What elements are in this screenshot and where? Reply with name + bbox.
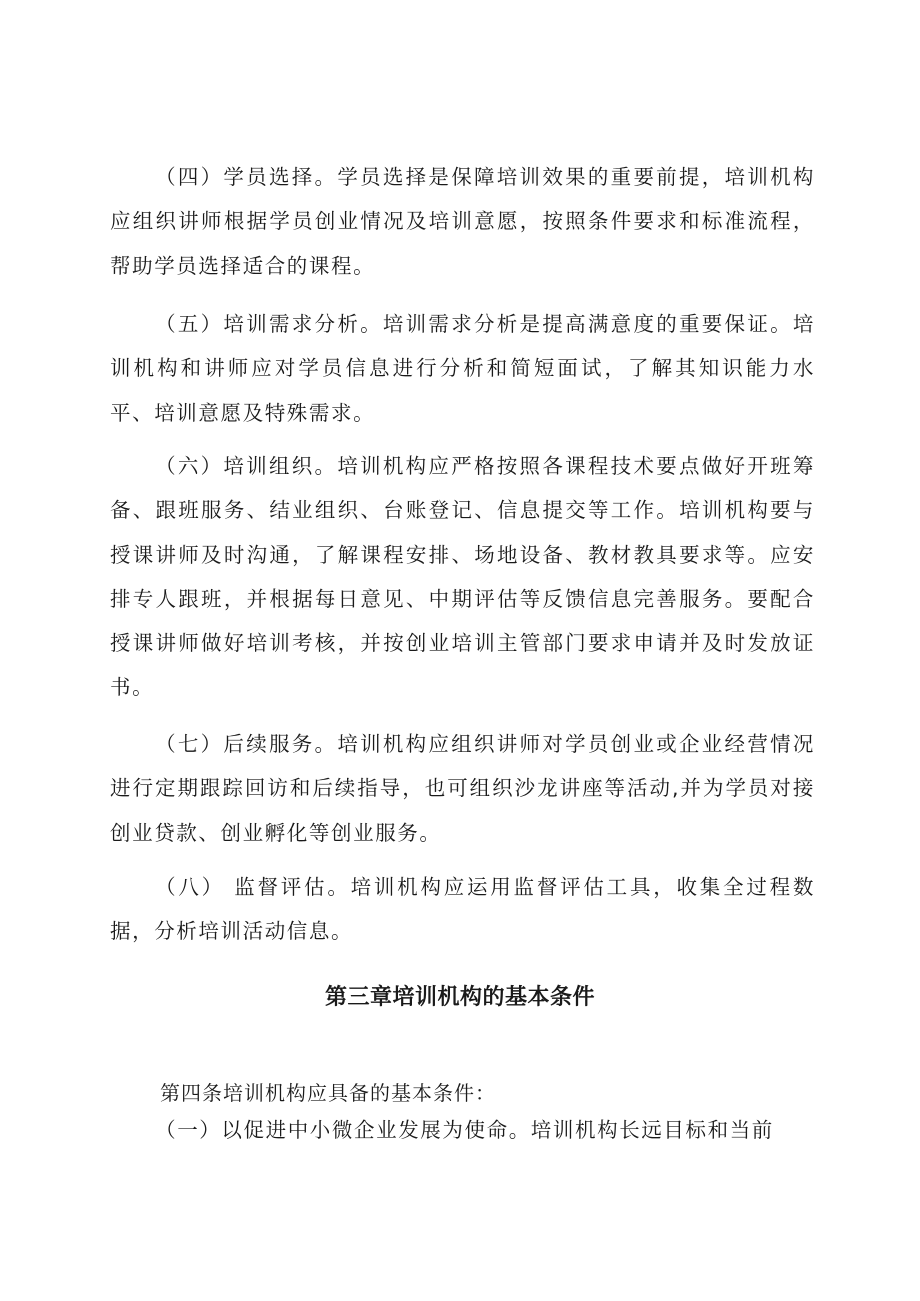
article-line: 第四条培训机构应具备的基本条件： bbox=[160, 1081, 496, 1105]
paragraph-7-follow-up-service: （七）后续服务。培训机构应组织讲师对学员创业或企业经营情况进行定期跟踪回访和后续指导，也可组织沙龙讲座等活动,并为学员对接创业贷款、创业孵化等创业服务。 bbox=[110, 732, 815, 845]
paragraph-8-supervision-evaluation: （八） 监督评估。培训机构应运用监督评估工具，收集全过程数据，分析培训活动信息。 bbox=[110, 875, 815, 944]
paragraph-1-mission: （一）以促进中小微企业发展为使命。培训机构长远目标和当前 bbox=[155, 1118, 774, 1142]
paragraph-5-training-needs-analysis: （五）培训需求分析。培训需求分析是提高满意度的重要保证。培训机构和讲师应对学员信息进行分析和简短面试，了解其知识能力水平、培训意愿及特殊需求。 bbox=[110, 312, 815, 425]
paragraph-4-student-selection: （四）学员选择。学员选择是保障培训效果的重要前提，培训机构应组织讲师根据学员创业情况及培训意愿，按照条件要求和标准流程，帮助学员选择适合的课程。 bbox=[110, 165, 815, 278]
chapter-heading: 第三章培训机构的基本条件 bbox=[324, 985, 595, 1010]
paragraph-6-training-organization: （六）培训组织。培训机构应严格按照各课程技术要点做好开班筹备、跟班服务、结业组织、台账登记、信息提交等工作。培训机构要与授课讲师及时沟通，了解课程安排、场地设备、教材教具要求等。应安排专人跟班，并根据每日意见、中期评估等反馈信息完善服务。要配合授课讲师做好培训考核，并按创业培训主管部门要求申请并及时发放证书。 bbox=[110, 454, 815, 700]
